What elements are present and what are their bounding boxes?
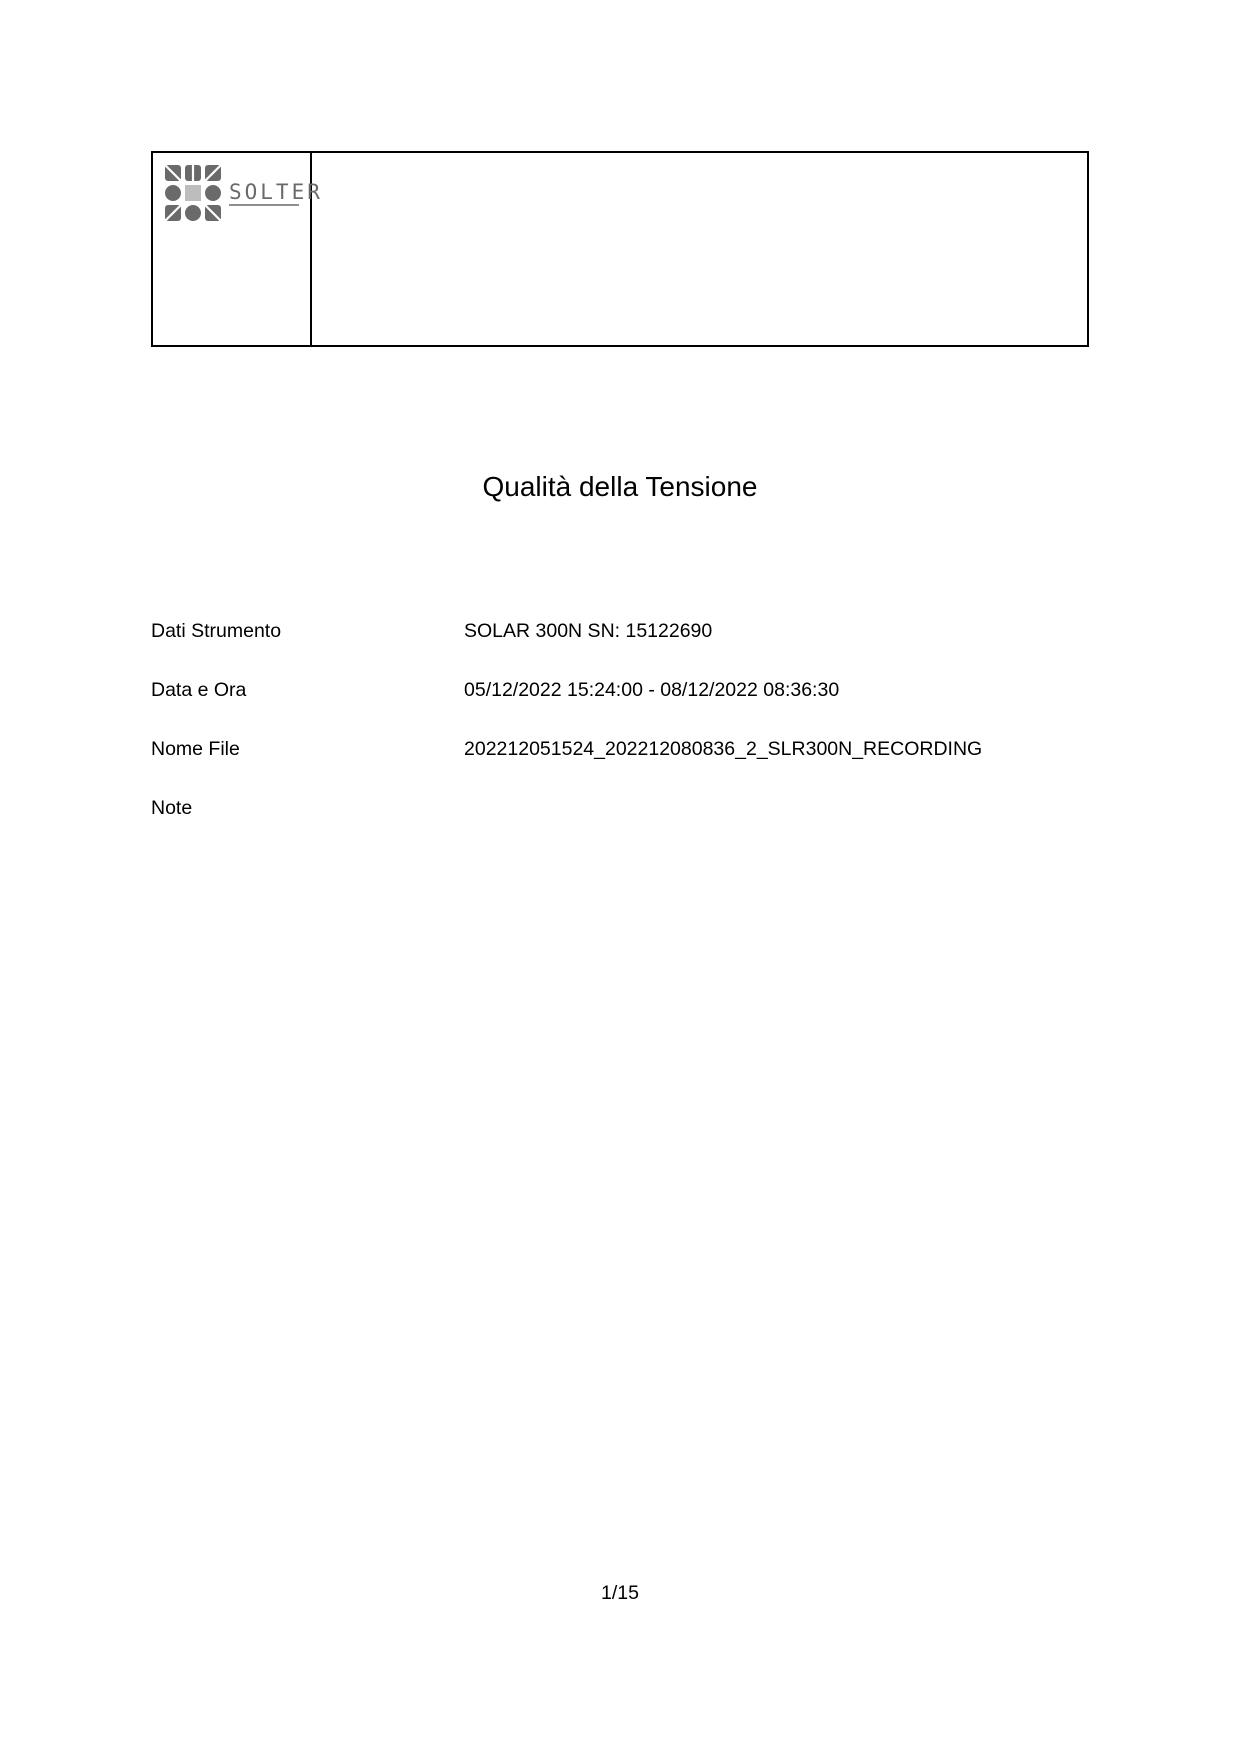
page-number: 1/15 [601,1582,639,1604]
page-title: Qualità della Tensione [482,471,758,502]
header-box [151,151,1089,347]
info-value: 202212051524_202212080836_2_SLR300N_RECORDING [464,738,983,760]
info-row-instrument [151,618,1089,644]
info-value: 05/12/2022 15:24:00 - 08/12/2022 08:36:30 [464,679,840,701]
info-row-datetime [151,677,1089,703]
info-value: SOLAR 300N SN: 15122690 [464,620,713,642]
info-label: Nome File [151,738,240,760]
header-content-cell [312,153,1087,345]
logo-wordmark: SOLTER [229,180,323,204]
info-label: Data e Ora [151,679,247,701]
info-label: Dati Strumento [151,620,282,642]
solter-logo-icon [163,163,323,225]
info-row-filename [151,736,1089,762]
logo-cell [153,153,323,345]
info-label: Note [151,797,193,819]
info-row-notes [151,795,1089,821]
